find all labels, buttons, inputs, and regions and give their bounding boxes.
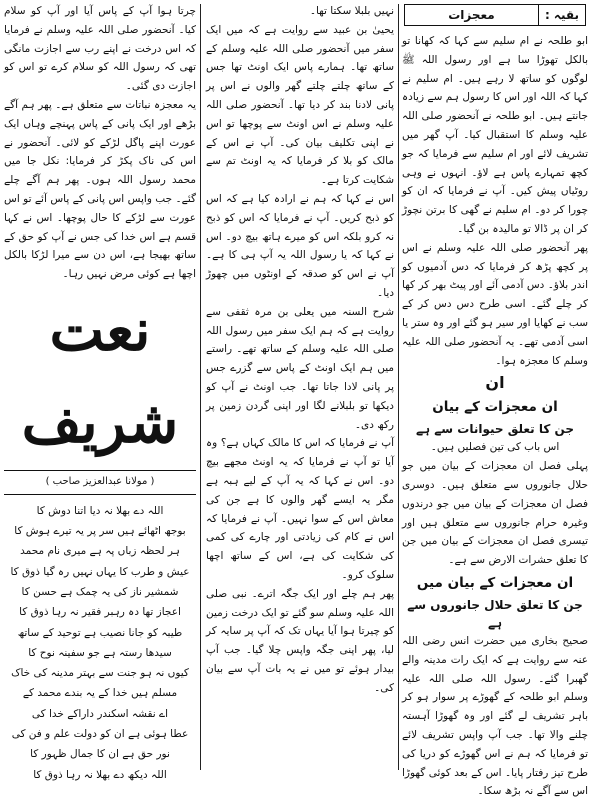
column-divider: [200, 4, 201, 770]
paragraph: یحییٰ بن عبید سے روایت ہے کہ میں ایک سفر میں آنحضور صلی اللہ علیہ وسلم کے ساتھ تھا۔ ہمارے پاس ایک اونٹ تھا جس کے ساتھ چلتے چلتے گھر والوں نے اس پر پانی لادنا بند کر دیا تھا۔ آنحضور صلی اللہ علیہ وسلم نے اس اونٹ سے پوچھا تو اس نے اپنی تکلیف بیان کی۔ آپ نے اس کے مالک کو بلا کر فرمایا کہ یہ اونٹ تم سے شکایت کرتا ہے۔: [206, 23, 394, 187]
paragraph: ابو طلحہ نے ام سلیم سے کہا کہ کھانا تو بالکل تھوڑا سا ہے اور رسول اللہ ﷺ لوگوں کو ساتھ لا رہے ہیں۔ ام سلیم نے کہا کہ اللہ اور اس کا رسول ہم سے زیادہ جانتے ہیں۔ ابو طلحہ نے آنحضور صلی اللہ علیہ وسلم کا استقبال کیا۔ آپ گھر میں تشریف لائے اور ام سلیم سے فرمایا کہ جو کچھ تمہارے پاس ہے لاؤ۔ انہوں نے وہی روٹیاں پیش کیں۔ آپ نے فرمایا کہ ان کو چورا کر دو۔ ام سلیم نے گھی کا برتن نچوڑ کر ان پر ڈالا تو مالیدہ بن گیا۔: [402, 35, 588, 235]
poem-verse: اللہ دے بھلا نہ دیا اتنا دوش کا: [36, 504, 164, 517]
left-column: [4, 2, 196, 781]
poem-verse: اللہ دیکھ دے بھلا نہ رہا ذوق کا: [33, 768, 167, 781]
paragraph: اس باب کی تین فصلیں ہیں۔: [430, 441, 560, 454]
section-heading: ان: [485, 373, 505, 393]
paragraph: پھر آنحضور صلی اللہ علیہ وسلم نے اس پر کچھ پڑھ کر فرمایا کہ دس آدمیوں کو اندر بلاؤ۔ دس آدمی آئے اور پیٹ بھر کر کھا کر چلے گئے۔ اسی طرح دس دس کر کے سب نے کھایا اور سیر ہو گئے اور وہ ستر یا اسی آدمی تھے۔ یہ آنحضور صلی اللہ علیہ وسلم کا معجزہ ہوا۔: [402, 241, 588, 367]
poem-verse: مسلم ہیں خدا کے یہ بندے محمد کے: [22, 687, 178, 700]
naat-title: نعت شریف: [21, 295, 179, 456]
column-divider: [398, 4, 399, 770]
header-label: بقیہ :: [538, 5, 585, 25]
paragraph: چرتا ہوا آپ کے پاس آیا اور آپ کو سلام کیا۔ آنحضور صلی اللہ علیہ وسلم نے فرمایا کہ اس درخت نے اپنے رب سے اجازت مانگی تھی کہ رسول اللہ کو سلام کرے تو اس کو اجازت دی گئی۔: [4, 5, 196, 93]
section-heading: ان معجزات کے بیان: [432, 399, 558, 416]
paragraph: صحیح بخاری میں حضرت انس رضی اللہ عنہ سے روایت ہے کہ ایک رات مدینہ والے گھبرا گئے۔ رسول اللہ صلی اللہ علیہ وسلم ابو طلحہ کے گھوڑے پر سوار ہو کر باہر تشریف لے گئے اور وہ گھوڑا آہستہ چلنے والا تھا۔ جب آپ واپس تشریف لائے تو فرمایا کہ ہم نے اس گھوڑے کو دریا کی طرح تیز رفتار پایا۔ اس کے بعد کوئی گھوڑا اس سے آگے نہ بڑھ سکا۔: [402, 634, 588, 798]
middle-column: [206, 2, 394, 772]
poem-verse: اعجاز تھا دہ رہبر فقیر نہ رہا ذوق کا: [19, 606, 181, 619]
paragraph: پہلی فصل ان معجزات کے بیان میں جو حلال جانوروں سے متعلق ہیں۔ دوسری فصل ان معجزات کے بیان میں جو درندوں وغیرہ حرام جانوروں سے متعلق ہیں اور تیسری فصل ان معجزات کے بیان میں جن کا تعلق حشرات الارض سے ہے۔: [402, 460, 588, 567]
poet-byline: ( مولانا عبدالعزیز صاحب ): [4, 470, 196, 495]
paragraph: اس نے کہا کہ ہم نے ارادہ کیا ہے کہ اس کو ذبح کریں۔ آپ نے فرمایا کہ اس کو ذبح نہ کرو بلکہ اس کو میرے ہاتھ بیچ دو۔ اس نے کہا کہ یا رسول اللہ یہ آپ ہی کا ہے۔ آپ نے اس کو صدقہ کے اونٹوں میں چھوڑ دیا۔: [206, 192, 394, 299]
paragraph: پھر ہم چلے اور ایک جگہ اترے۔ نبی صلی اللہ علیہ وسلم سو گئے تو ایک درخت زمین کو چیرتا ہوا آیا یہاں تک کہ آپ پر سایہ کر لیا، پھر اپنی جگہ واپس چلا گیا۔ جب آپ بیدار ہوئے تو میں نے یہ بات آپ سے بیان کی۔: [206, 587, 394, 694]
paragraph: آپ نے فرمایا کہ اس کا مالک کہاں ہے؟ وہ آیا تو آپ نے فرمایا کہ یہ اونٹ مجھے بیچ دو۔ اس نے کہا کہ یہ آپ کے لیے ہبہ ہے مگر یہ ایسے گھر والوں کا ہے جن کی معاش اس کے سوا نہیں۔ آپ نے فرمایا کہ اس نے کام کی زیادتی اور چارے کی کمی کی شکایت کی ہے، اس کے ساتھ اچھا سلوک کرو۔: [206, 437, 394, 581]
poem-verse: عیش و طرب کا یہاں نہیں رہ گیا ذوق کا: [10, 565, 190, 578]
header-title: معجزات: [448, 7, 495, 22]
poem-verse: سیدھا رستہ ہے جو سفینہ نوح کا: [28, 646, 172, 659]
section-subheading: جن کا تعلق حلال جانوروں سے ہے: [407, 597, 583, 630]
section-heading: ان معجزات کے بیان میں: [416, 574, 574, 591]
poem-verse: بوجھ اٹھائے ہیں سر پر یہ تیرے ہوش کا: [14, 525, 186, 538]
section-subheading: جن کا تعلق حیوانات سے ہے: [416, 422, 574, 437]
poem-verses: [4, 501, 196, 785]
poem-verse: عطا ہوئی ہے ان کو دولت علم و فن کی: [11, 728, 189, 741]
paragraph: شرح السنہ میں یعلی بن مرہ ثقفی سے روایت ہے کہ ہم ایک سفر میں رسول اللہ صلی اللہ علیہ وسلم کے ساتھ تھے۔ راستے میں ہم ایک اونٹ کے پاس سے گزرے جس پر پانی لادا جاتا تھا۔ جب اونٹ نے آپ کو دیکھا تو بلبلانے لگا اور اپنی گردن زمین پر رکھ دی۔: [206, 305, 394, 431]
poem-verse: شمشیر ناز کی یہ چمک ہے حسن کا: [21, 585, 179, 598]
poem-verse: طیبہ کو جانا نصیب ہے توحید کے ساتھ: [17, 626, 183, 639]
section-header-box: [404, 4, 586, 26]
paragraph: یہ معجزہ نباتات سے متعلق ہے۔ پھر ہم آگے بڑھے اور ایک پانی کے پاس پہنچے وہاں ایک عورت اپنے پاگل لڑکے کو لائی۔ آنحضور نے اس کی ناک پکڑ کر فرمایا: نکل جا میں محمد رسول اللہ ہوں۔ پھر ہم آگے چلے گئے۔ جب واپس اس پانی کے پاس آئے تو اس عورت سے لڑکے کا حال پوچھا۔ اس نے کہا قسم ہے اس خدا کی جس نے آپ کو حق کے ساتھ بھیجا ہے، اس دن سے میرا لڑکا بالکل اچھا ہے کوئی مرض نہیں رہا۔: [4, 98, 196, 281]
paragraph: نہیں بلبلا سکتا تھا۔: [309, 5, 394, 17]
poem-verse: نور حق ہے ان کا جمال ظہور کا: [30, 748, 170, 761]
poem-verse: کیوں نہ ہو جنت سے بہتر مدینہ کی خاک: [11, 667, 189, 680]
right-column: [402, 2, 588, 798]
poem-verse: ہر لحظہ زباں پہ ہے میری نام محمد: [20, 545, 180, 558]
poem-verse: اے نقشہ اسکندر داراکے خدا کی: [31, 707, 169, 720]
